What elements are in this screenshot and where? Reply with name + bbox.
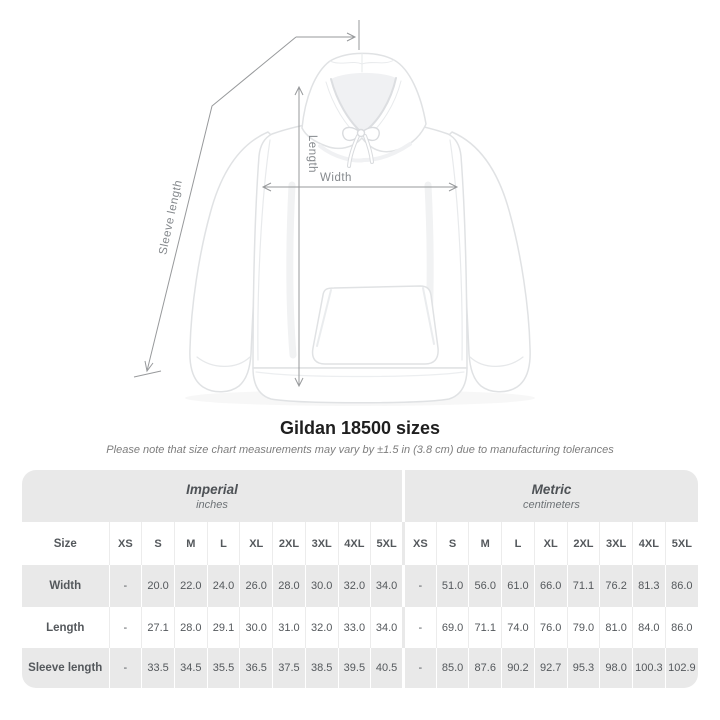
measurement-value: 84.0	[633, 607, 666, 648]
measurement-value: 81.3	[633, 565, 666, 607]
measurement-value: -	[403, 607, 436, 648]
size-col-header: XL	[534, 522, 567, 565]
measurement-value: 102.9	[665, 648, 698, 688]
measurement-value: -	[403, 648, 436, 688]
size-col-header: 3XL	[600, 522, 633, 565]
measurement-value: 28.0	[273, 565, 306, 607]
measurement-value: 34.5	[174, 648, 207, 688]
measurement-value: 85.0	[436, 648, 469, 688]
measurement-value: 51.0	[436, 565, 469, 607]
measurement-value: 76.0	[534, 607, 567, 648]
measurement-value: 69.0	[436, 607, 469, 648]
measurement-value: 71.1	[469, 607, 502, 648]
measurement-value: 56.0	[469, 565, 502, 607]
size-col-header: 4XL	[338, 522, 371, 565]
sleeve-length-row	[22, 648, 698, 688]
measurement-value: -	[109, 648, 142, 688]
measurement-value: 20.0	[142, 565, 175, 607]
measurement-value: 40.5	[371, 648, 404, 688]
measurement-value: 76.2	[600, 565, 633, 607]
measurement-value: 87.6	[469, 648, 502, 688]
measurement-value: 100.3	[633, 648, 666, 688]
measurement-value: 34.0	[371, 565, 404, 607]
imperial-sublabel: inches	[196, 498, 228, 511]
size-col-header: L	[207, 522, 240, 565]
size-col-header: 4XL	[633, 522, 666, 565]
size-chart-table	[22, 470, 698, 688]
size-col-header: XS	[403, 522, 436, 565]
hoodie-graphic	[190, 53, 530, 403]
measurement-value: 28.0	[174, 607, 207, 648]
length-label: Length	[306, 134, 318, 174]
size-col-header: 2XL	[567, 522, 600, 565]
measurement-value: 34.0	[371, 607, 404, 648]
size-col-header: 5XL	[371, 522, 404, 565]
size-col-header: M	[174, 522, 207, 565]
measurement-value: 22.0	[174, 565, 207, 607]
measurement-value: -	[109, 565, 142, 607]
imperial-label: Imperial	[186, 481, 238, 497]
measurement-value: 32.0	[305, 607, 338, 648]
row-label: Length	[22, 607, 109, 648]
fabric-fold-left	[290, 185, 293, 355]
size-col-header: S	[436, 522, 469, 565]
size-col-header: XL	[240, 522, 273, 565]
imperial-section-header	[22, 470, 403, 522]
measurement-value: 86.0	[665, 607, 698, 648]
tolerance-note: Please note that size chart measurements may vary by ±1.5 in (3.8 cm) due to manufacturing tolerances	[106, 444, 614, 456]
measurement-value: 30.0	[305, 565, 338, 607]
measurement-value: 38.5	[305, 648, 338, 688]
metric-sublabel: centimeters	[523, 498, 580, 511]
measurement-value: 31.0	[273, 607, 306, 648]
measurement-value: 79.0	[567, 607, 600, 648]
unit-section-row	[22, 470, 698, 522]
size-chart	[22, 470, 698, 688]
width-row	[22, 565, 698, 607]
metric-label: Metric	[531, 481, 572, 497]
bow-knot	[358, 130, 365, 137]
measurement-value: 61.0	[502, 565, 535, 607]
size-col-header: 2XL	[273, 522, 306, 565]
metric-section-header	[403, 470, 698, 522]
measurement-value: 90.2	[502, 648, 535, 688]
measurement-value: 33.0	[338, 607, 371, 648]
measurement-value: 24.0	[207, 565, 240, 607]
measurement-value: 71.1	[567, 565, 600, 607]
measurement-value: 32.0	[338, 565, 371, 607]
measurement-value: 30.0	[240, 607, 273, 648]
measurement-value: -	[109, 607, 142, 648]
measurement-value: 95.3	[567, 648, 600, 688]
size-col-header: M	[469, 522, 502, 565]
size-col-header: L	[502, 522, 535, 565]
measurement-value: 86.0	[665, 565, 698, 607]
heading-block	[0, 410, 720, 457]
size-col-header: S	[142, 522, 175, 565]
measurement-value: -	[403, 565, 436, 607]
measurement-value: 36.5	[240, 648, 273, 688]
measurement-value: 26.0	[240, 565, 273, 607]
length-row	[22, 607, 698, 648]
size-col-header: 3XL	[305, 522, 338, 565]
row-label: Sleeve length	[22, 648, 109, 688]
measurement-value: 29.1	[207, 607, 240, 648]
size-header-row	[22, 522, 698, 565]
measurement-value: 33.5	[142, 648, 175, 688]
measurement-value: 27.1	[142, 607, 175, 648]
hem-band	[253, 368, 467, 403]
measurement-value: 98.0	[600, 648, 633, 688]
sleeve-measure-end-tick	[134, 371, 161, 377]
measurement-value: 81.0	[600, 607, 633, 648]
sleeve-length-label: Sleeve length	[157, 178, 185, 256]
page-title: Gildan 18500 sizes	[279, 418, 441, 438]
measurement-value: 37.5	[273, 648, 306, 688]
size-col-header: 5XL	[665, 522, 698, 565]
measurement-value: 35.5	[207, 648, 240, 688]
kangaroo-pocket	[313, 286, 439, 364]
size-corner-header: Size	[22, 522, 109, 565]
measurement-value: 92.7	[534, 648, 567, 688]
size-col-header: XS	[109, 522, 142, 565]
width-label: Width	[320, 172, 352, 184]
row-label: Width	[22, 565, 109, 607]
measurement-value: 39.5	[338, 648, 371, 688]
measurement-value: 66.0	[534, 565, 567, 607]
measurement-value: 74.0	[502, 607, 535, 648]
